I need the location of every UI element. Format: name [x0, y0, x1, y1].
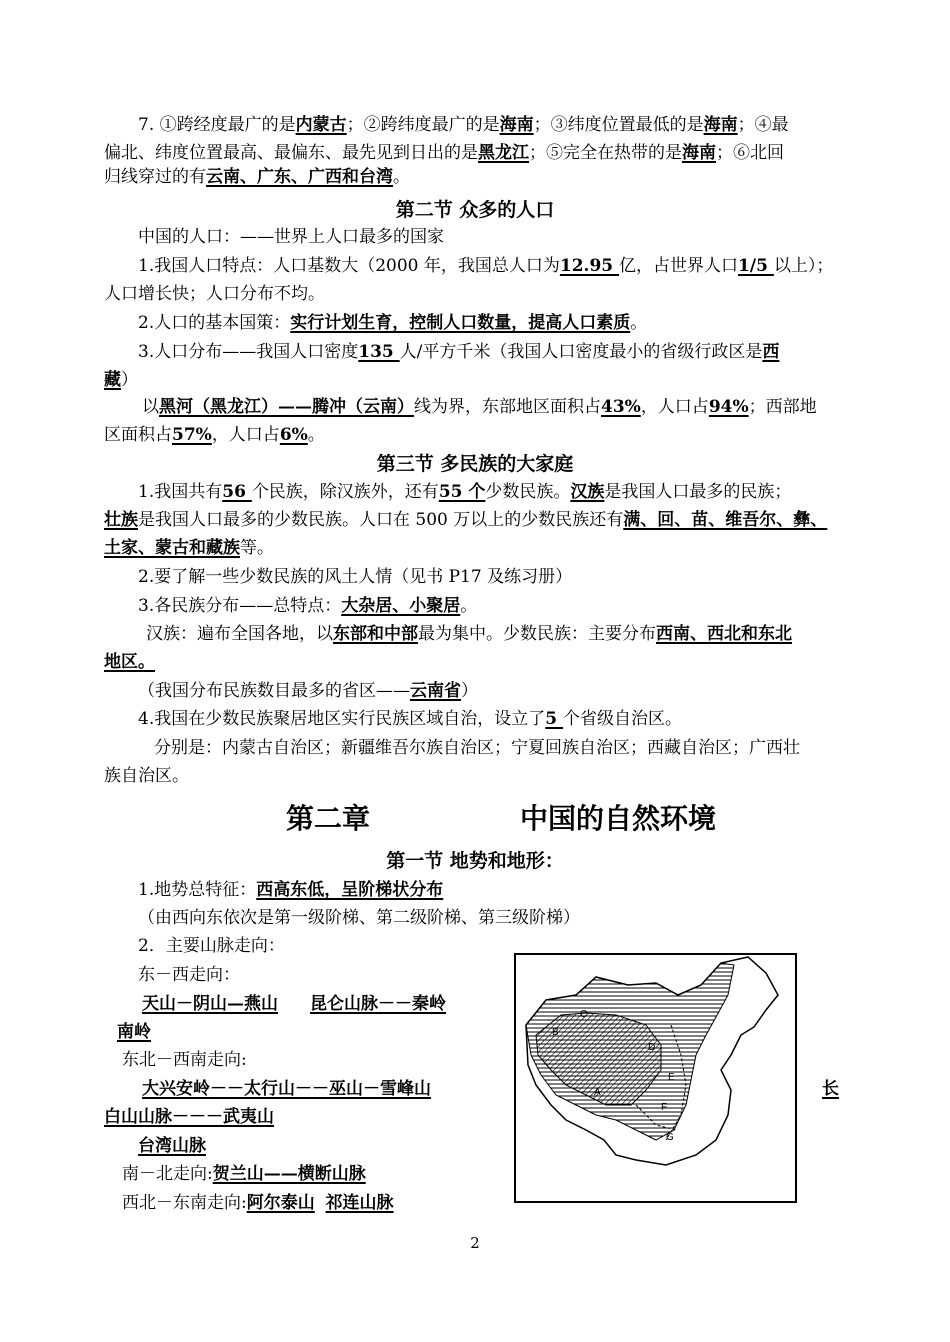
line-latitude-1	[138, 114, 789, 136]
map-label-a: A	[594, 1087, 601, 1098]
text: ；④最	[737, 115, 789, 135]
answer: 大杂居、小聚居	[341, 596, 461, 616]
text: 人/平方千米（我国人口密度最小的省级行政区是	[399, 342, 763, 362]
text: 。	[460, 596, 478, 616]
text: ；③纬度位置最低的是	[533, 115, 704, 135]
answer: 黑河（黑龙江）——腾冲（云南）	[159, 397, 414, 417]
answer: 实行计划生育，控制人口数量，提高人口素质	[290, 313, 631, 333]
map-label-e: E	[668, 1072, 675, 1083]
northeast-range-1-cont: 长	[822, 1079, 839, 1099]
ethnic-p7: 分别是：内蒙古自治区；新疆维吾尔族自治区；宁夏回族自治区；西藏自治区；广西壮	[154, 738, 800, 758]
east-west-range-1: 天山－阴山—燕山	[142, 994, 278, 1014]
text: 是我国人口最多的少数民族。人口在 500 万以上的少数民族还有	[138, 510, 624, 530]
text: 。	[630, 313, 648, 333]
population-p3	[138, 341, 779, 363]
answer: 贺兰山——横断山脉	[212, 1164, 366, 1184]
ethnic-p3	[138, 595, 477, 617]
text: ）	[461, 681, 478, 701]
ethnic-p1b	[104, 509, 827, 531]
text: ；⑤完全在热带的是	[529, 143, 682, 163]
text: 7. ①跨经度最广的是	[138, 115, 296, 135]
population-p4	[142, 396, 817, 418]
answer: 西高东低，呈阶梯状分布	[256, 880, 444, 900]
answer: 壮族	[104, 510, 138, 530]
northeast-range-2: 白山山脉－－－武夷山	[104, 1107, 274, 1127]
text: 3.各民族分布——总特点：	[138, 596, 342, 616]
ethnic-p1c	[104, 537, 274, 559]
map-label-b: B	[552, 1027, 559, 1038]
text: 2.人口的基本国策：	[138, 313, 291, 333]
answer: 藏	[104, 370, 121, 390]
answer: 5	[545, 709, 563, 729]
text: 。	[393, 167, 410, 187]
population-intro: 中国的人口：——世界上人口最多的国家	[138, 227, 444, 247]
northeast-southwest-label: 东北－西南走向:	[122, 1050, 247, 1070]
answer: 西南、西北和东北	[656, 624, 792, 644]
population-p1b: 人口增长快；人口分布不均。	[104, 284, 325, 304]
text: 以上）；	[773, 256, 834, 276]
text: ，人口占	[211, 425, 280, 445]
text: 西北－东南走向:	[122, 1193, 247, 1213]
text: 个省级自治区。	[562, 709, 682, 729]
answer: 满、回、苗、维吾尔、彝、	[623, 510, 828, 530]
ethnic-p6	[138, 708, 682, 730]
answer: 土家、蒙古和藏族	[104, 538, 240, 558]
line-latitude-2	[104, 142, 784, 164]
ethnic-p4b: 地区。	[104, 652, 155, 672]
text: 最为集中。少数民族：主要分布	[418, 624, 656, 644]
map-label-f: F	[661, 1102, 668, 1113]
text: 区面积占	[104, 425, 172, 445]
map-label-c: C	[580, 1009, 588, 1020]
text: 少数民族。	[485, 482, 571, 502]
text: 南－北走向:	[122, 1164, 213, 1184]
text: ，人口占	[640, 397, 709, 417]
answer: 1/5	[738, 256, 774, 276]
text: 以	[142, 397, 159, 417]
text: 1.我国人口特点：人口基数大（2000 年，我国总人口为	[138, 256, 560, 276]
answer: 祁连山脉	[325, 1193, 394, 1213]
text: 4.我国在少数民族聚居地区实行民族区域自治，设立了	[138, 709, 546, 729]
line-latitude-3	[104, 166, 410, 188]
answer: 135	[358, 342, 400, 362]
terrain-p2: 2．主要山脉走向：	[138, 936, 285, 956]
answer: 56	[222, 482, 252, 502]
answer: 西	[762, 342, 780, 362]
answer: 阿尔泰山	[246, 1193, 315, 1213]
text: 汉族：遍布全国各地，以	[146, 624, 333, 644]
answer: 东部和中部	[333, 624, 418, 644]
text: 个民族，除汉族外，还有	[251, 482, 439, 502]
chapter-name: 中国的自然环境	[520, 802, 717, 835]
answer: 海南	[703, 115, 738, 135]
terrain-p1b: （由西向东依次是第一级阶梯、第二级阶梯、第三级阶梯）	[138, 908, 580, 928]
section-title-terrain: 第一节 地势和地形：	[386, 850, 564, 872]
page-number: 2	[470, 1234, 480, 1252]
text: ；西部地	[748, 397, 817, 417]
northeast-range-3: 台湾山脉	[138, 1136, 206, 1156]
text: ）	[121, 370, 138, 390]
east-west-range-3: 南岭	[117, 1022, 151, 1042]
population-p3b	[104, 369, 138, 391]
northwest-southeast-line	[122, 1192, 394, 1214]
text: 偏北、纬度位置最高、最偏东、最先见到日出的是	[104, 143, 478, 163]
text: 归线穿过的有	[104, 167, 206, 187]
china-terrain-map	[514, 953, 797, 1203]
section-title-ethnic: 第三节 多民族的大家庭	[376, 453, 574, 475]
population-p2	[138, 312, 647, 334]
text: （我国分布民族数目最多的省区——	[138, 681, 410, 701]
answer: 汉族	[570, 482, 605, 502]
answer: 57%	[172, 425, 212, 445]
ethnic-p7b: 族自治区。	[104, 766, 189, 786]
population-p4b	[104, 424, 325, 446]
answer: 黑龙江	[478, 143, 529, 163]
answer: 55 个	[438, 482, 486, 502]
ethnic-p4	[146, 623, 792, 645]
terrain-p1	[138, 879, 443, 901]
text: 是我国人口最多的民族；	[604, 482, 792, 502]
ethnic-p2: 2.要了解一些少数民族的风土人情（见书 P17 及练习册）	[138, 567, 573, 587]
text: 。	[307, 425, 325, 445]
text: ；②跨纬度最广的是	[346, 115, 500, 135]
text: 1.地势总特征：	[138, 880, 257, 900]
northeast-range-1: 大兴安岭－－太行山－－巫山－雪峰山	[142, 1079, 431, 1099]
text: ；⑥北回	[716, 143, 784, 163]
map-label-d: D	[648, 1042, 656, 1053]
north-south-line	[122, 1163, 366, 1185]
answer: 海南	[682, 143, 716, 163]
text: 亿，占世界人口	[619, 256, 739, 276]
text: 3.人口分布——我国人口密度	[138, 342, 359, 362]
text: 1.我国共有	[138, 482, 223, 502]
answer: 94%	[708, 397, 749, 417]
answer: 内蒙古	[295, 115, 347, 135]
answer: 云南、广东、广西和台湾	[206, 167, 393, 187]
answer: 12.95	[559, 256, 620, 276]
ethnic-p5	[138, 680, 478, 702]
east-west-label: 东－西走向：	[138, 965, 240, 985]
map-label-g: G	[666, 1132, 674, 1143]
east-west-range-2: 昆仑山脉－－秦岭	[310, 994, 446, 1014]
answer: 6%	[279, 425, 308, 445]
map-svg	[516, 955, 795, 1201]
text: 等。	[240, 538, 274, 558]
answer: 43%	[601, 397, 641, 417]
chapter-number: 第二章	[286, 802, 371, 835]
answer: 云南省	[410, 681, 461, 701]
section-title-population: 第二节 众多的人口	[395, 199, 555, 221]
text: 线为界，东部地区面积占	[414, 397, 601, 417]
population-p1	[138, 255, 833, 277]
ethnic-p1	[138, 481, 791, 503]
answer: 海南	[499, 115, 534, 135]
